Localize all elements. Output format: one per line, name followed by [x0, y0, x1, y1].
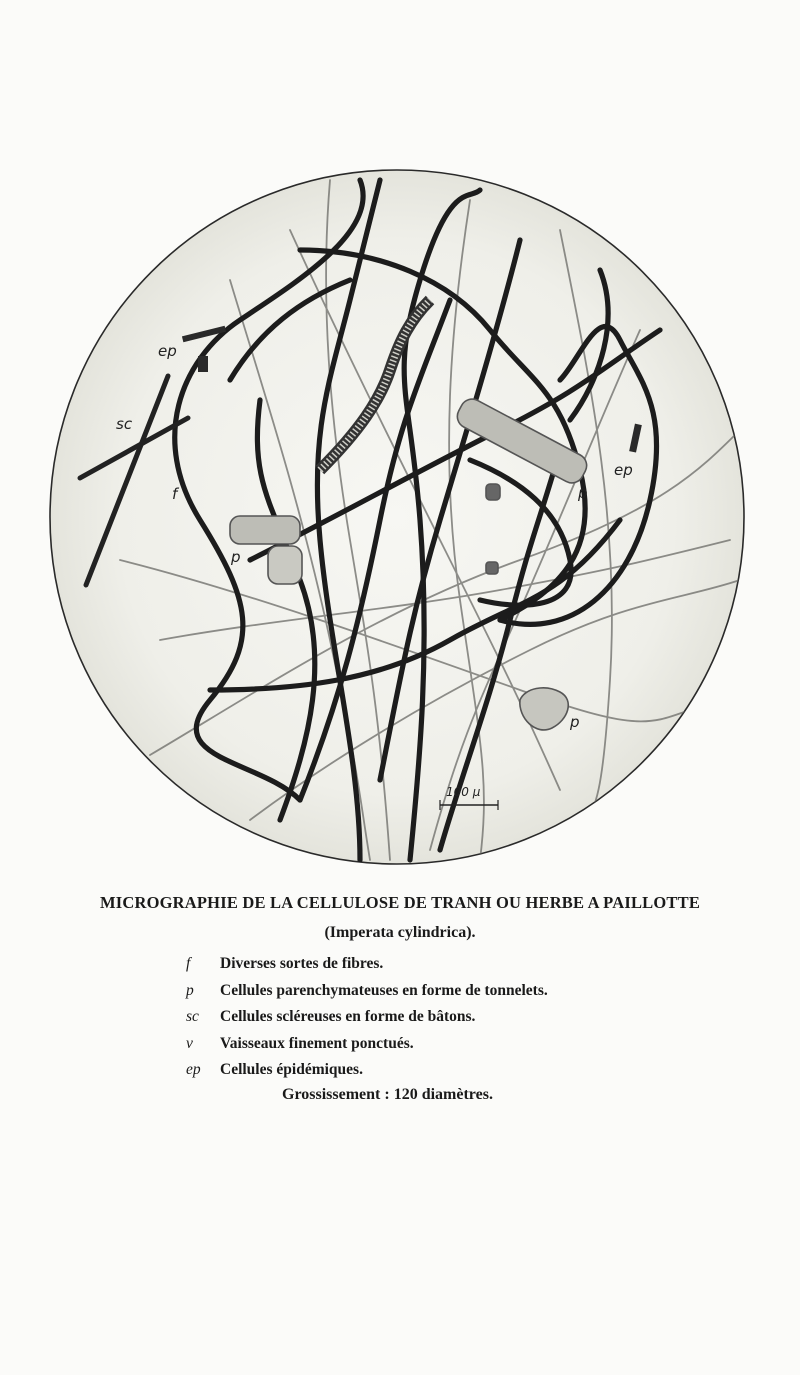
- magnification: Grossissement : 120 diamètres.: [282, 1086, 493, 1103]
- legend-text: Vaisseaux finement ponctués.: [220, 1034, 414, 1052]
- legend-key: p: [186, 981, 194, 999]
- legend-text: Diverses sortes de fibres.: [220, 955, 384, 972]
- label-sc: sc: [116, 415, 133, 433]
- legend-key: f: [186, 955, 191, 972]
- label-p-bottom: p: [570, 713, 580, 731]
- legend-key: sc: [186, 1008, 199, 1025]
- legend-item: [186, 1008, 548, 1035]
- legend-text: Cellules scléreuses en forme de bâtons.: [220, 1008, 476, 1025]
- legend-item: [186, 982, 548, 1009]
- microscope-field: [50, 170, 744, 864]
- label-p-left: p: [231, 548, 241, 566]
- caption-title: MICROGRAPHIE DE LA CELLULOSE DE TRANH OU HERBE A PAILLOTTE: [99, 893, 701, 912]
- label-f: f: [172, 485, 178, 503]
- legend-text: Cellules parenchymateuses en forme de tonnelets.: [220, 981, 548, 999]
- legend-text: Cellules épidémiques.: [220, 1061, 363, 1078]
- label-ep-right: ep: [614, 461, 633, 479]
- label-ep-top: ep: [158, 342, 177, 360]
- legend-key: v: [186, 1034, 193, 1052]
- legend-item: [186, 955, 548, 982]
- legend: [186, 955, 548, 1088]
- scale-bar-label: 100 µ: [446, 785, 481, 799]
- caption-subtitle: (Imperata cylindrica).: [324, 924, 476, 941]
- legend-item: [186, 1035, 548, 1062]
- legend-key: ep: [186, 1061, 201, 1078]
- label-p-right: p: [578, 484, 588, 502]
- legend-item: [186, 1061, 548, 1088]
